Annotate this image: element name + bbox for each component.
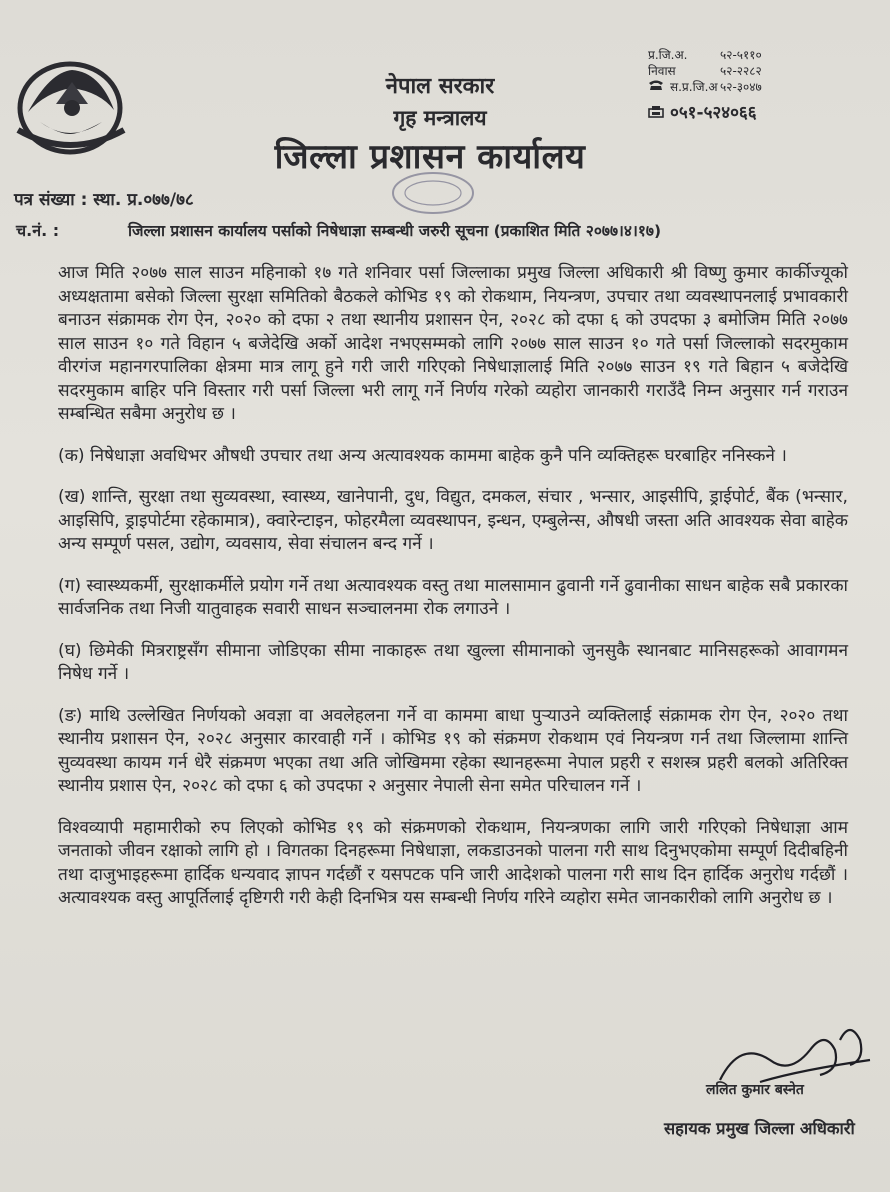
letter-number: पत्र संख्या : स्था. प्र.०७७/७८	[14, 190, 194, 210]
notice-subject: जिल्ला प्रशासन कार्यालय पर्साको निषेधाज्ञा सम्बन्धी जरुरी सूचना (प्रकाशित मिति २०७७।४।१७)	[128, 222, 662, 240]
order-nga: (ङ) माथि उल्लेखित निर्णयको अवज्ञा वा अवलेहलना गर्ने वा काममा बाधा पुर्‍याउने व्यक्तिलाई संक्रामक रोग ऐन, २०२० तथा स्थानीय प्रशासन ऐन, २०२८ अनुसार कारवाही गर्ने । कोभिड १९ को संक्रमण रोकथाम एवं नियन्त्रण गर्न तथा जिल्लामा शान्ति सुव्यवस्था कायम गर्न धेरै संक्रमण भएका तथा अति जोखिममा रहेका स्थानहरूमा नेपाल प्रहरी र सशस्त्र प्रहरी बलको अतिरिक्त स्थानीय प्रशास ऐन, २०२८ को दफा ६ को उपदफा २ अनुसार नेपाली सेना समेत परिचालन गर्ने ।	[58, 705, 848, 796]
fax-row	[648, 100, 848, 123]
contact-label: निवास	[648, 63, 676, 78]
fax-icon	[648, 106, 664, 118]
order-kha: (ख) शान्ति, सुरक्षा तथा सुव्यवस्था, स्वास्थ्य, खानेपानी, दुध, विद्युत, दमकल, संचार , भन्सार, आइसीपि, ड्राईपोर्ट, बैंक (भन्सार, आइसिपि, ड्राइपोर्टमा रहेकामात्र), क्वारेन्टाइन, फोहरमैला व्यवस्थापन, इन्धन, एम्बुलेन्स, औषधी जस्ता अति आवश्यक सेवा बाहेक अन्य सम्पूर्ण पसल, उद्योग, व्यवसाय, सेवा संचालन बन्द गर्ने ।	[58, 487, 848, 554]
telephone-icon	[648, 79, 664, 91]
contact-label	[648, 78, 720, 95]
signer-name: ललित कुमार बस्नेत	[706, 1082, 804, 1098]
order-ka: (क) निषेधाज्ञा अवधिभर औषधी उपचार तथा अन्य अत्यावश्यक काममा बाहेक कुनै पनि व्यक्तिहरू घरबाहिर ननिस्कने ।	[58, 445, 787, 466]
office-stamp	[378, 168, 488, 218]
nepal-emblem-icon	[10, 52, 132, 162]
dispatch-number: च.नं. :	[16, 221, 60, 240]
notice-body	[58, 262, 848, 911]
contact-row	[648, 62, 848, 78]
ministry-name: गृह मन्त्रालय	[393, 106, 487, 130]
contact-value: ५२-५११०	[720, 47, 762, 62]
contact-label-text: स.प्र.जि.अ	[670, 79, 718, 94]
intro-paragraph: आज मिति २०७७ साल साउन महिनाको १७ गते शनिवार पर्सा जिल्लाका प्रमुख जिल्ला अधिकारी श्री विष्णु कुमार कार्कीज्यूको अध्यक्षतामा बसेको जिल्ला सुरक्षा समितिको बैठकले कोभिड १९ को रोकथाम, नियन्त्रण, उपचार तथा व्यवस्थापनलाई प्रभावकारी बनाउन संक्रामक रोग ऐन, २०२० को दफा २ तथा स्थानीय प्रशासन ऐन, २०२८ को दफा ६ को उपदफा ३ बमोजिम मिति २०७७ साल साउन १० गते विहान ५ बजेदेखि अर्को आदेश नभएसम्मको लागि २०७७ साल साउन १० गते पर्सा जिल्लाको सदरमुकाम वीरगंज महानगरपालिका क्षेत्रमा मात्र लागू हुने गरी जारी गरिएको निषेधाज्ञालाई मिति २०७७ साउन १९ गते बिहान ५ बजेदेखि सदरमुकाम बाहिर पनि विस्तार गरी पर्सा जिल्ला भरी लागू गर्ने निर्णय गरेको व्यहोरा जानकारी गराउँदै निम्न अनुसार गर्न गराउन सम्बन्धित सबैमा अनुरोध छ ।	[58, 263, 848, 424]
contact-value: ५२-३०४७	[720, 79, 762, 94]
contact-value: ५२-२२८२	[720, 63, 762, 78]
signer-designation: सहायक प्रमुख जिल्ला अधिकारी	[664, 1119, 855, 1138]
contact-label: प्र.जि.अ.	[648, 47, 688, 62]
order-gha: (घ) छिमेकी मित्रराष्ट्रसँग सीमाना जोडिएका सीमा नाकाहरू तथा खुल्ला सीमानाको जुनसुकै स्थानबाट मानिसहरूको आवागमन निषेध गर्ने ।	[58, 640, 848, 684]
office-name: जिल्ला प्रशासन कार्यालय	[274, 137, 586, 177]
contact-row	[648, 78, 848, 94]
contact-row	[648, 46, 848, 62]
fax-number: ०५१-५२४०६६	[670, 103, 757, 123]
contact-block	[648, 46, 848, 123]
order-ga: (ग) स्वास्थ्यकर्मी, सुरक्षाकर्मीले प्रयोग गर्ने तथा अत्यावश्यक वस्तु तथा मालसामान ढुवानी गर्ने ढुवानीका साधन बाहेक सबै प्रकारका सार्वजनिक तथा निजी यातुवाहक सवारी साधन सञ्चालनमा रोक लगाउने ।	[58, 575, 848, 619]
government-name: नेपाल सरकार	[385, 74, 495, 99]
closing-paragraph: विश्वव्यापी महामारीको रुप लिएको कोभिड १९ को संक्रमणको रोकथाम, नियन्त्रणका लागि जारी गरिएको निषेधाज्ञा आम जनताको जीवन रक्षाको लागि हो । विगतका दिनहरूमा निषेधाज्ञा, लकडाउनको पालना गरी साथ दिनुभएकोमा सम्पूर्ण दिदीबहिनी तथा दाजुभाइहरूमा हार्दिक धन्यवाद ज्ञापन गर्दछौं र यसपटक पनि जारी आदेशको पालना गरी साथ दिन हार्दिक अनुरोध गर्दछौं । अत्यावश्यक वस्तु आपूर्तिलाई दृष्टिगरी गरी केही दिनभित्र यस सम्बन्धी निर्णय गरिने व्यहोरा समेत जानकारीको लागि अनुरोध छ ।	[58, 817, 848, 908]
